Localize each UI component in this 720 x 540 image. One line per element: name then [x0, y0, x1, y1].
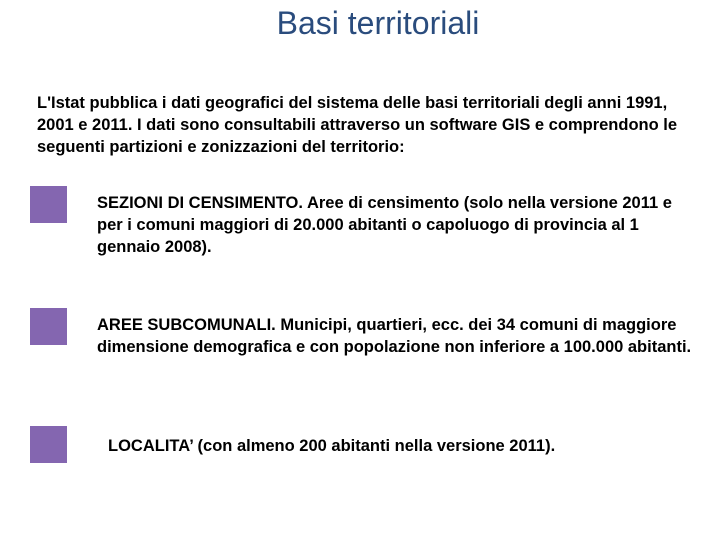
intro-paragraph: L'Istat pubblica i dati geografici del sistema delle basi territoriali degli anni 1991, 2001 e 2011. I dati sono consultabili attraverso un software GIS e comprendono le seguenti partizioni e zonizzazioni del territorio: [37, 94, 678, 156]
bullet-item-localita: LOCALITA’ (con almeno 200 abitanti nella versione 2011). [108, 437, 556, 455]
bullet-square-icon [30, 308, 67, 345]
bullet-square-icon [30, 426, 67, 463]
bullet-item-aree-subcomunali: AREE SUBCOMUNALI. Municipi, quartieri, ecc. dei 34 comuni di maggiore dimensione demografica e con popolazione non inferiore a 100.000 abitanti. [97, 316, 692, 356]
bullet-square-icon [30, 186, 67, 223]
slide-title: Basi territoriali [276, 5, 480, 41]
bullet-item-sezioni: SEZIONI DI CENSIMENTO. Aree di censimento (solo nella versione 2011 e per i comuni maggiori di 20.000 abitanti o capoluogo di provincia al 1 gennaio 2008). [97, 194, 672, 256]
